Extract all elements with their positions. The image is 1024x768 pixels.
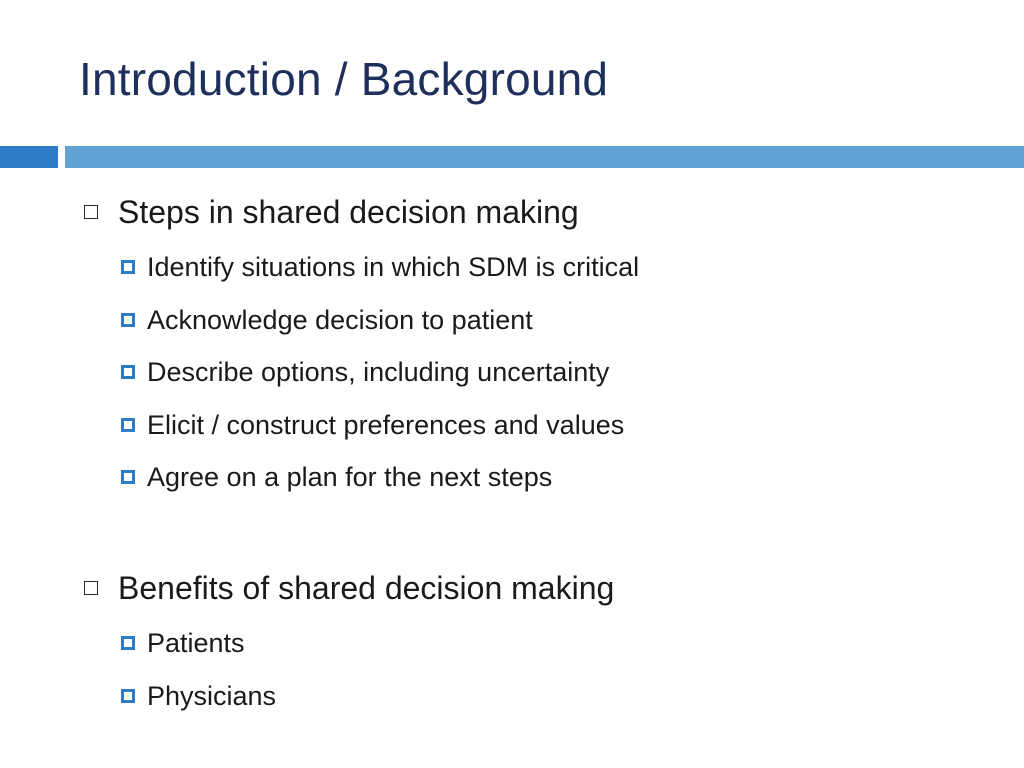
bullet-text: Patients [147, 627, 245, 658]
square-bullet-icon [121, 260, 135, 274]
square-bullet-icon [121, 689, 135, 703]
bullet-text: Steps in shared decision making [118, 193, 579, 230]
list-item [121, 626, 245, 660]
title-accent-bar-left [0, 146, 58, 168]
list-item [121, 460, 552, 494]
title-accent-bar-right [65, 146, 1024, 168]
square-bullet-icon [121, 636, 135, 650]
list-item [121, 679, 276, 713]
slide-title: Introduction / Background [79, 53, 609, 105]
list-item [121, 355, 609, 389]
bullet-text: Benefits of shared decision making [118, 569, 615, 606]
section-heading-benefits [84, 568, 614, 608]
hollow-square-bullet-icon [84, 205, 98, 219]
list-item [121, 408, 624, 442]
bullet-text: Acknowledge decision to patient [147, 304, 533, 335]
square-bullet-icon [121, 418, 135, 432]
square-bullet-icon [121, 470, 135, 484]
hollow-square-bullet-icon [84, 581, 98, 595]
list-item [121, 250, 639, 284]
list-item [121, 303, 533, 337]
square-bullet-icon [121, 313, 135, 327]
section-heading-steps [84, 192, 579, 232]
bullet-text: Physicians [147, 680, 277, 711]
bullet-text: Elicit / construct preferences and values [147, 409, 625, 440]
square-bullet-icon [121, 365, 135, 379]
bullet-text: Identify situations in which SDM is critical [147, 251, 640, 282]
bullet-text: Describe options, including uncertainty [147, 356, 610, 387]
bullet-text: Agree on a plan for the next steps [147, 461, 553, 492]
